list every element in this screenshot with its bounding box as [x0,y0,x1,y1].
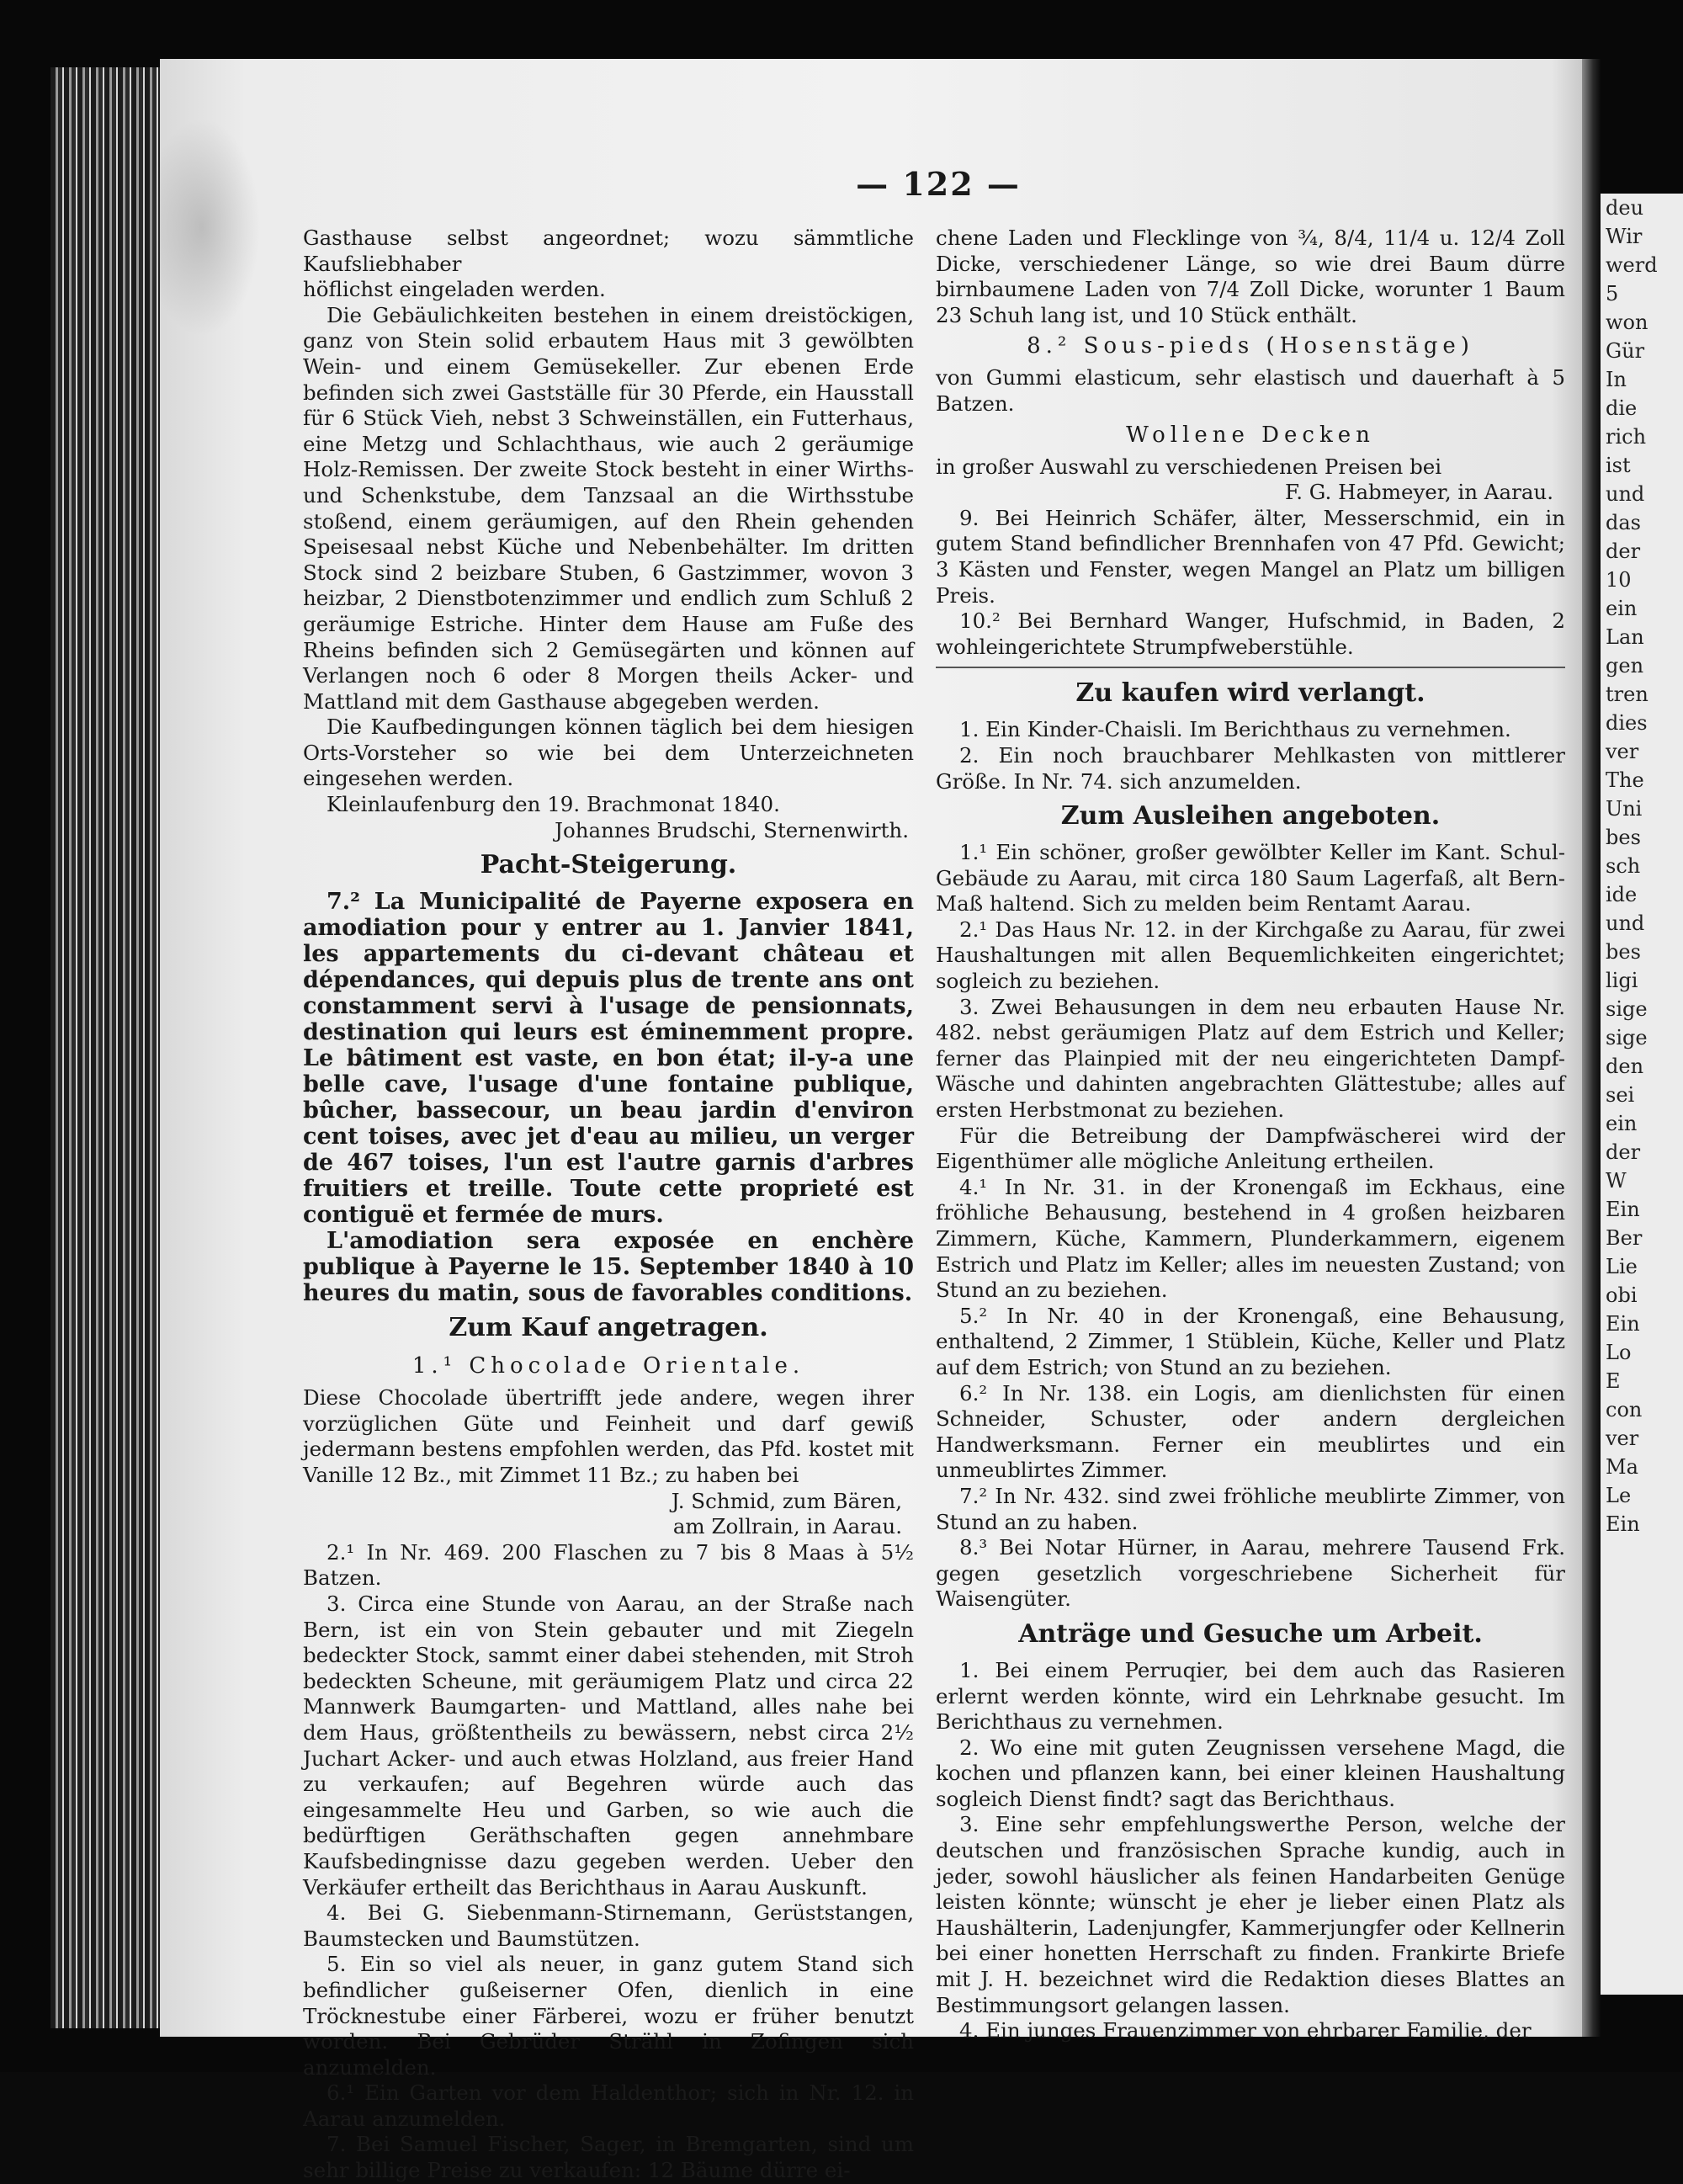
paragraph: 3. Circa eine Stunde von Aarau, an der Straße nach Bern, ist ein von Stein gebauter und mit Ziegeln bedeckter Stock, sammt einer dabei stehenden, mit Stroh bedeckten Scheune, mit geräumigem Platz und circa 22 Mannwerk Baumgarten- und Mattland, alles nahe bei dem Haus, größtentheils zu bewässern, nebst circa 2½ Juchart Acker- und auch etwas Holzland, aus freier Hand zu verkaufen; auf Begehren würde auch das eingesammelte Heu und Garben, so wie auch die bedürftigen Geräthschaften gegen annehmbare Kaufsbedingnisse dazu gegeben werden. Ueber den Verkäufer ertheilt das Berichthaus in Aarau Auskunft. [303,1592,914,1900]
paragraph: 2. Ein noch brauchbarer Mehlkasten von mittlerer Größe. In Nr. 74. sich anzumelden. [936,742,1565,794]
adjacent-page-text-fragment: ver [1606,740,1639,763]
text-line: Gasthause selbst angeordnet; wozu sämmtliche Kaufsliebhaber [303,226,914,276]
paragraph: 2. Wo eine mit guten Zeugnissen versehene Magd, die kochen und pflanzen kann, bei einer kleinen Haushaltung sogleich Dienst findt? sagt das Berichthaus. [936,1735,1565,1811]
signature: Johannes Brudschi, Sternenwirth. [555,817,909,842]
adjacent-page-text-fragment: die [1606,396,1638,420]
item-title: 8.² Sous-pieds (Hosenstäge) [1027,333,1474,359]
paragraph: 1. Bei einem Perruqier, bei dem auch das Rasieren erlernt werden könnte, wird ein Lehrknabe gesucht. Im Berichthaus zu vernehmen. [936,1657,1565,1735]
section-heading: Zu kaufen wird verlangt. [1075,678,1426,709]
paragraph: 7.² In Nr. 432. sind zwei fröhliche meublirte Zimmer, von Stund an zu haben. [936,1483,1565,1534]
adjacent-page-text-fragment: E [1606,1369,1621,1393]
adjacent-page-text-fragment: won [1606,311,1648,334]
paragraph: Die Kaufbedingungen können täglich bei dem hiesigen Orts-Vorsteher so wie bei dem Unterzeichneten eingesehen werden. [303,715,914,791]
section-heading: Zum Ausleihen angeboten. [1060,801,1441,832]
adjacent-page-text-fragment: W [1606,1169,1627,1193]
adjacent-page-text-fragment: und [1606,482,1645,506]
item-title: 1.¹ Chocolade Orientale. [411,1353,805,1379]
adjacent-page-text-fragment: ligi [1606,969,1638,992]
adjacent-page-text-fragment: dies [1606,711,1648,735]
adjacent-page-fragment [1601,194,1683,1995]
adjacent-page-text-fragment: Lie [1606,1255,1638,1278]
adjacent-page-text-fragment: Ein [1606,1198,1640,1221]
adjacent-page-text-fragment: Ein [1606,1512,1640,1536]
paragraph: 8.³ Bei Notar Hürner, in Aarau, mehrere Tausend Frk. gegen gesetzlich vorgeschriebene Sicherheit für Waisengüter. [936,1535,1565,1612]
adjacent-page-text-fragment: bes [1606,940,1641,964]
adjacent-page-text-fragment: das [1606,511,1641,534]
date-line: Kleinlaufenburg den 19. Brachmonat 1840. [327,792,780,817]
french-paragraph: 7.² La Municipalité de Payerne exposera en amodiation pour y entrer au 1. Janvier 1841, les appartements du ci-devant château et dépendances, qui depuis plus de trente ans ont constamment servi à l'usage de pensionnats, destination qui leurs est éminemment propre. Le bâtiment est vaste, en bon état; il-y-a une belle cave, l'usage d'une fontaine publique, bûcher, bassecour, un beau jardin d'environ cent toises, avec jet d'eau au milieu, un verger de 467 toises, l'un est l'autre garnis d'arbres fruitiers et treille. Toute cette proprieté est contiguë et fermée de murs. [303,889,914,1229]
paragraph: 1. Ein Kinder-Chaisli. Im Berichthaus zu vernehmen. [959,717,1511,742]
adjacent-page-text-fragment: rich [1606,425,1647,449]
paragraph: 2.¹ In Nr. 469. 200 Flaschen zu 7 bis 8 Maas à 5½ Batzen. [303,1539,914,1591]
paragraph: 5.² In Nr. 40 in der Kronengaß, eine Behausung, enthaltend, 2 Zimmer, 1 Stüblein, Küche, Keller und Platz auf dem Estrich; von Stund an zu beziehen. [936,1303,1565,1379]
french-paragraph: L'amodiation sera exposée en enchère publique à Payerne le 15. September 1840 à 10 heures du matin, sous de favorables conditions. [303,1228,914,1307]
signature: am Zollrain, in Aarau. [672,1514,902,1539]
paragraph: 4. Bei G. Siebenmann-Stirnemann, Gerüststangen, Baumstecken und Baumstützen. [303,1900,914,1951]
adjacent-page-text-fragment: obi [1606,1283,1638,1307]
paragraph: chene Laden und Flecklinge von ¾, 8/4, 11/4 u. 12/4 Zoll Dicke, verschiedener Länge, so wie drei Baum dürre birnbaumene Laden von 7/4 Zoll Dicke, worunter 1 Baum 23 Schuh lang ist, und 10 Stück enthält. [936,226,1565,327]
adjacent-page-text-fragment: den [1606,1055,1644,1078]
paragraph: in großer Auswahl zu verschiedenen Preisen bei [936,454,1442,479]
adjacent-page-text-fragment: tren [1606,683,1648,706]
paragraph: 4.¹ In Nr. 31. in der Kronengaß im Eckhaus, eine fröhliche Behausung, bestehend in 4 großen heizbaren Zimmern, Küche, Kammern, Plunderkammern, eigenem Estrich und Platz im Keller; alles im neuesten Zustand; von Stund an zu beziehen. [936,1174,1565,1303]
adjacent-page-text-fragment: gen [1606,654,1644,678]
paragraph: 2.¹ Das Haus Nr. 12. in der Kirchgaße zu Aarau, für zwei Haushaltungen mit allen Bequemlichkeiten eingerichtet; sogleich zu beziehen. [936,917,1565,994]
adjacent-page-text-fragment: Uni [1606,797,1643,821]
section-heading: Anträge und Gesuche um Arbeit. [1018,1618,1483,1649]
adjacent-page-text-fragment: 10 [1606,568,1632,592]
adjacent-page-text-fragment: ist [1606,454,1631,477]
paragraph: 6.² In Nr. 138. ein Logis, am dienlichsten für einen Schneider, Schuster, oder andern dergleichen Handwerksmann. Ferner ein meublirtes und ein unmeublirtes Zimmer. [936,1380,1565,1483]
adjacent-page-text-fragment: Ma [1606,1455,1638,1479]
adjacent-page-text-fragment: The [1606,768,1644,792]
adjacent-page-text-fragment: 5 [1606,282,1619,306]
paragraph: von Gummi elasticum, sehr elastisch und dauerhaft à 5 Batzen. [936,365,1565,416]
adjacent-page-text-fragment: Le [1606,1484,1632,1507]
page-gutter [1582,59,1601,2037]
book-binding-edge [50,67,160,2028]
paragraph: Für die Betreibung der Dampfwäscherei wird der Eigenthümer alle mögliche Anleitung ertheilen. [936,1123,1565,1174]
adjacent-page-text-fragment: und [1606,911,1645,935]
paragraph: 6.¹ Ein Garten vor dem Haldenthor; sich in Nr. 12. in Aarau anzumelden. [303,2080,914,2131]
section-heading: Pacht-Steigerung. [480,850,737,880]
signature: J. Schmid, zum Bären, [671,1488,902,1513]
paragraph: 7. Bei Samuel Fischer, Sager, in Bremgarten, sind um sehr billige Preise zu verkaufen: 12 Bäume dürre ei- [303,2132,914,2183]
adjacent-page-text-fragment: Ein [1606,1312,1640,1336]
item-title: Wollene Decken [1126,422,1375,448]
adjacent-page-text-fragment: sige [1606,997,1648,1021]
adjacent-page-text-fragment: deu [1606,196,1644,220]
adjacent-page-text-fragment: ein [1606,1112,1638,1135]
adjacent-page-text-fragment: ver [1606,1427,1639,1450]
adjacent-page-text-fragment: Gür [1606,339,1645,363]
section-heading: Zum Kauf angetragen. [449,1313,768,1343]
adjacent-page-text-fragment: Wir [1606,225,1643,248]
adjacent-page-text-fragment: Ber [1606,1226,1643,1250]
adjacent-page-text-fragment: bes [1606,826,1641,849]
adjacent-page-text-fragment: werd [1606,253,1658,277]
paragraph: 5. Ein so viel als neuer, in ganz gutem Stand sich befindlicher gußeiserner Ofen, dienlich in eine Tröcknestube einer Färberei, wozu er früher benutzt worden. Bei Gebrüder Strähl in Zofingen sich anzumelden. [303,1952,914,2080]
paragraph: 9. Bei Heinrich Schäfer, älter, Messerschmid, ein in gutem Stand befindlicher Brennhafen von 47 Pfd. Gewicht; 3 Kästen und Fenster, wegen Mangel an Platz um billigen Preis. [936,505,1565,608]
adjacent-page-text-fragment: sei [1606,1083,1635,1107]
adjacent-page-text-fragment: sige [1606,1026,1648,1049]
paragraph: 3. Eine sehr empfehlungswerthe Person, welche der deutschen und französischen Sprache kundig, auch in jeder, sowohl häuslicher als feinen Handarbeiten Genüge leisten könnte; wünscht je eher je lieber einen Platz als Haushälterin, Ladenjungfer, Kammerjungfer oder Kellnerin bei einer honetten Herrschaft zu finden. Frankirte Briefe mit J. H. bezeichnet wird die Redaktion dieses Blattes an Bestimmungsort gelangen lassen. [936,1812,1565,2017]
paragraph: 10.² Bei Bernhard Wanger, Hufschmid, in Baden, 2 wohleingerichtete Strumpfweberstühle. [936,608,1565,659]
adjacent-page-text-fragment: ide [1606,883,1638,906]
text-line: höflichst eingeladen werden. [303,277,606,302]
paragraph: Die Gebäulichkeiten bestehen in einem dreistöckigen, ganz von Stein solid erbautem Haus mit 3 gewölbten Wein- und einem Gemüsekeller. Zur ebenen Erde befinden sich zwei Gastställe für 30 Pferde, ein Hausstall für 6 Stück Vieh, nebst 3 Schweinställen, ein Futterhaus, eine Metzg und Schlachthaus, wie auch 2 geräumige Holz-Remissen. Der zweite Stock besteht in einer Wirths- und Schenkstube, dem Tanzsaal an die Wirthsstube stoßend, einem geräumigen, auf den Rhein gehenden Speisesaal nebst Küche und Nebenbehälter. Im dritten Stock sind 2 beizbare Stuben, 6 Gastzimmer, wovon 3 heizbar, 2 Dienstbotenzimmer und endlich zum Schluß 2 geräumige Estriche. Hinter dem Hause am Fuße des Rheins befinden sich 2 Gemüsegärten und können auf Verlangen noch 6 oder 8 Morgen theils Acker- und Mattland mit dem Gasthause abgegeben werden. [303,302,914,714]
adjacent-page-text-fragment: sch [1606,854,1641,878]
adjacent-page-text-fragment: der [1606,539,1641,563]
left-column [303,226,914,2184]
adjacent-page-text-fragment: In [1606,368,1627,391]
paragraph: 1.¹ Ein schöner, großer gewölbter Keller im Kant. Schul-Gebäude zu Aarau, mit circa 180 Saum Lagerfaß, alt Bern-Maß haltend. Sich zu melden beim Rentamt Aarau. [936,840,1565,917]
adjacent-page-text-fragment: con [1606,1398,1643,1421]
right-column [936,226,1565,2044]
paragraph: 3. Zwei Behausungen in dem neu erbauten Hause Nr. 482. nebst geräumigen Platz auf dem Estrich und Keller; ferner das Plainpied mit der neu eingerichteten Dampf-Wäsche und dahinten angebrachten Glättestube; alles auf ersten Herbstmonat zu beziehen. [936,994,1565,1123]
page-number: — 122 — [856,165,1021,203]
adjacent-page-text-fragment: Lo [1606,1341,1632,1364]
signature: F. G. Habmeyer, in Aarau. [1285,480,1553,505]
paragraph: 4. Ein junges Frauenzimmer von ehrbarer Familie, der [959,2018,1532,2043]
adjacent-page-text-fragment: ein [1606,597,1638,620]
library-stamp-bleed [143,118,261,337]
paragraph: Diese Chocolade übertrifft jede andere, wegen ihrer vorzüglichen Güte und Feinheit und darf gewiß jedermann bestens empfohlen werden, das Pfd. kostet mit Vanille 12 Bz., mit Zimmet 11 Bz.; zu haben bei [303,1385,914,1488]
section-divider [936,667,1565,668]
adjacent-page-text-fragment: Lan [1606,625,1644,649]
adjacent-page-text-fragment: der [1606,1140,1641,1164]
